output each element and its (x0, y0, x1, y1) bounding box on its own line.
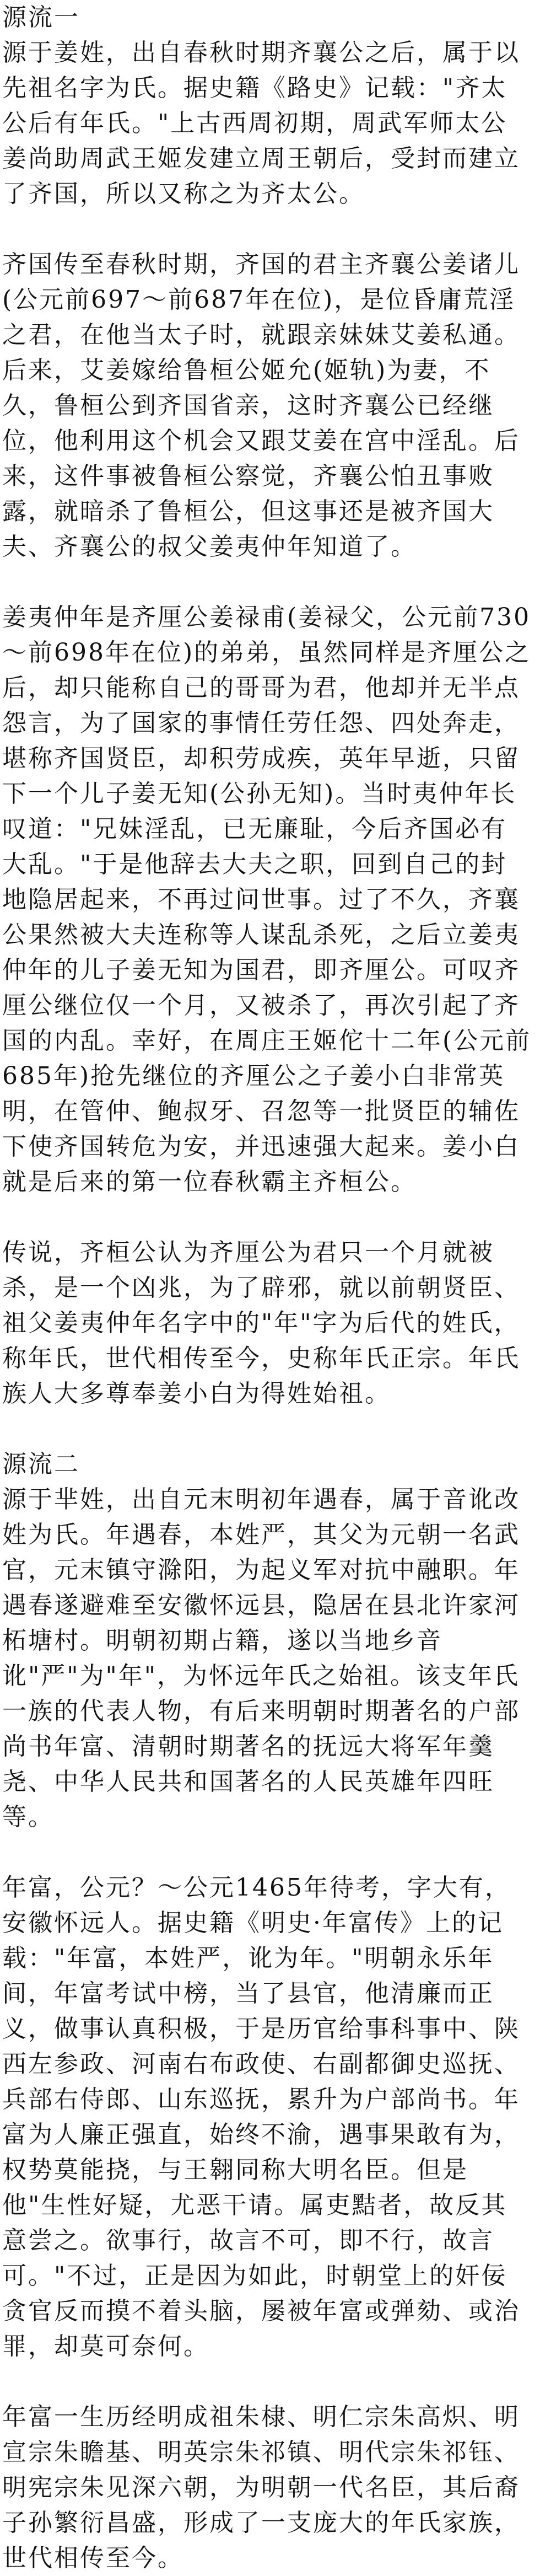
paragraph: 源于姜姓，出自春秋时期齐襄公之后，属于以先祖名字为氏。据史籍《路史》记载："齐太公后有年氏。"上古西周初期，周武军师太公姜尚助周武王姬发建立周王朝后，受封而建立了齐国，所以又称之为齐太公。 (2, 39, 520, 208)
section-title: 源流二 (2, 1450, 80, 1478)
section-gap (2, 1412, 532, 1447)
paragraph-gap (2, 1835, 532, 1870)
section-origin-one (2, 0, 532, 1412)
paragraph: 齐国传至春秋时期，齐国的君主齐襄公姜诸儿(公元前697～前687年在位)，是位昏庸荒淫之君，在他当太子时，就跟亲妹妹艾姜私通。后来，艾姜嫁给鲁桓公姬允(姬轨)为妻，不久，鲁桓公到齐国省亲，这时齐襄公已经继位，他利用这个机会又跟艾姜在宫中淫乱。后来，这件事被鲁桓公察觉，齐襄公怕丑事败露，就暗杀了鲁桓公，但这事还是被齐国大夫、齐襄公的叔父姜夷仲年知道了。 (2, 250, 520, 561)
paragraph-gap (2, 212, 532, 247)
paragraph: 年富一生历经明成祖朱棣、明仁宗朱高炽、明宣宗朱瞻基、明英宗朱祁镇、明代宗朱祁钰、明宪宗朱见深六朝，为明朝一代名臣，其后裔子孙繁衍昌盛，形成了一支庞大的年氏家族，世代相传至今。 (2, 2403, 520, 2572)
paragraph: 传说，齐桓公认为齐厘公为君只一个月就被杀，是一个凶兆，为了辟邪，就以前朝贤臣、祖父姜夷仲年名字中的"年"字为后代的姓氏，称年氏，世代相传至今，史称年氏正宗。年氏族人大多尊奉姜小白为得姓始祖。 (2, 1238, 520, 1408)
paragraph: 年富，公元？～公元1465年待考，字大有，安徽怀远人。据史籍《明史·年富传》上的记载："年富，本姓严，讹为年。"明朝永乐年间，年富考试中榜，当了县官，他清廉而正义，做事认真积极，于是历官给事科事中、陕西左参政、河南右布政使、右副都御史巡抚、兵部右侍郎、山东巡抚，累升为户部尚书。年富为人廉正强直，始终不渝，遇事果敢有为，权势莫能挠，与王翱同称大明名臣。但是他"生性好疑，尤恶干请。属吏黠者，故反其意尝之。欲事行，故言不可，即不行，故言可。"不过，正是因为如此，时朝堂上的奸佞贪官反而摸不着头脑，屡被年富或弹劾、或治罪，却莫可奈何。 (2, 1874, 520, 2360)
paragraph-gap (2, 1200, 532, 1235)
paragraph: 源于芈姓，出自元末明初年遇春，属于音讹改姓为氏。年遇春，本姓严，其父为元朝一名武官，元末镇守滁阳，为起义军对抗中融职。年遇春遂避难至安徽怀远县，隐居在县北许家河柘塘村。明朝初期占籍，遂以当地乡音讹"严"为"年"，为怀远年氏之始祖。该支年氏一族的代表人物，有后来明朝时期著名的户部尚书年富、清朝时期著名的抚远大将军年羹尧、中华人民共和国著名的人民英雄年四旺等。 (2, 1485, 520, 1831)
section-origin-two (2, 1447, 532, 2576)
paragraph-gap (2, 565, 532, 600)
paragraph: 姜夷仲年是齐厘公姜禄甫(姜禄父，公元前730～前698年在位)的弟弟，虽然同样是齐厘公之后，却只能称自己的哥哥为君，他却并无半点怨言，为了国家的事情任劳任怨、四处奔走，堪称齐国贤臣，却积劳成疾，英年早逝，只留下一个儿子姜无知(公孙无知)。当时夷仲年长叹道："兄妹淫乱，已无廉耻，今后齐国必有大乱。"于是他辞去大夫之职，回到自己的封地隐居起来，不再过问世事。过了不久，齐襄公果然被大夫连称等人谋乱杀死，之后立姜夷仲年的儿子姜无知为国君，即齐厘公。可叹齐厘公继位仅一个月，又被杀了，再次引起了齐国的内乱。幸好，在周庄王姬佗十二年(公元前685年)抢先继位的齐厘公之子姜小白非常英明，在管仲、鲍叔牙、召忽等一批贤臣的辅佐下使齐国转危为安，并迅速强大起来。姜小白就是后来的第一位春秋霸主齐桓公。 (2, 603, 532, 1196)
section-title: 源流一 (2, 3, 80, 31)
paragraph-gap (2, 2364, 532, 2400)
